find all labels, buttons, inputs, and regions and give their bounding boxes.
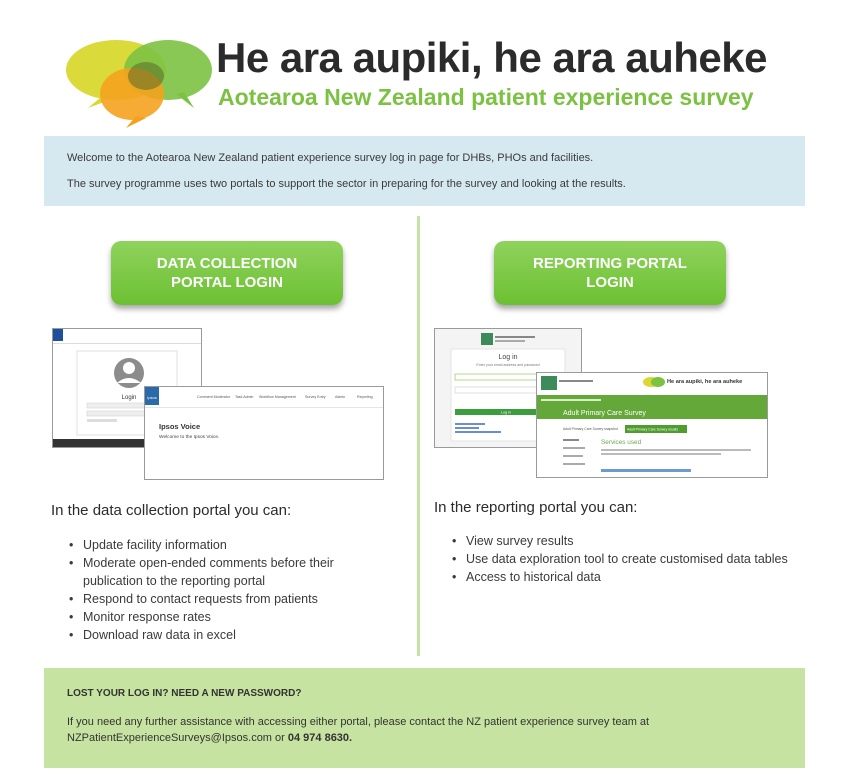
data-collection-dashboard-screenshot bbox=[144, 386, 384, 480]
button-label: REPORTING PORTAL bbox=[533, 255, 687, 272]
page-title: He ara aupiki, he ara auheke bbox=[216, 34, 767, 81]
menu-item: Admin bbox=[335, 395, 346, 399]
services-heading: Services used bbox=[601, 439, 642, 446]
intro-text: The survey programme uses two portals to support the sector in preparing for the survey and looking at the results. bbox=[67, 178, 626, 190]
list-item: • Monitor response rates bbox=[66, 608, 386, 626]
help-text bbox=[67, 714, 767, 746]
data-collection-login-button[interactable] bbox=[111, 241, 343, 305]
mini-logo-title: He ara aupiki, he ara auheke bbox=[667, 379, 743, 385]
survey-tab-active: Adult Primary Care Survey results bbox=[627, 427, 679, 432]
list-item: • Update facility information bbox=[66, 536, 386, 554]
ipsos-brand: Ipsos bbox=[147, 395, 157, 400]
button-label: LOGIN bbox=[586, 274, 634, 291]
intro-panel bbox=[44, 136, 805, 206]
help-body: If you need any further assistance with accessing either portal, please contact the NZ patient experience survey team at NZPatientExperienceSurveys@Ipsos.com or bbox=[67, 716, 650, 744]
reporting-login-title: Log in bbox=[498, 354, 518, 361]
reporting-portal-login-button[interactable] bbox=[494, 241, 726, 305]
reporting-login-button-label: Log in bbox=[501, 410, 511, 415]
menu-item: Task Admin bbox=[235, 395, 254, 399]
menu-item: Reporting bbox=[357, 395, 373, 399]
voice-title: Ipsos Voice bbox=[159, 422, 201, 431]
help-title: LOST YOUR LOG IN? NEED A NEW PASSWORD? bbox=[67, 688, 302, 699]
list-item: • Download raw data in excel bbox=[66, 626, 386, 644]
help-phone[interactable]: 04 974 8630. bbox=[287, 732, 353, 744]
voice-welcome: Welcome to the Ipsos Voice. bbox=[159, 435, 220, 440]
reporting-feature-list bbox=[449, 532, 789, 586]
column-divider bbox=[417, 216, 420, 656]
list-item: • Use data exploration tool to create customised data tables bbox=[449, 550, 789, 568]
login-label: Login bbox=[121, 395, 137, 401]
reporting-login-subtitle: Enter your email address and password bbox=[476, 363, 540, 367]
speech-bubbles-logo bbox=[66, 36, 226, 128]
menu-item: Workflow Management bbox=[259, 395, 296, 399]
list-item: • View survey results bbox=[449, 532, 789, 550]
button-label: DATA COLLECTION bbox=[156, 255, 298, 272]
menu-item: Comment Moderator bbox=[197, 395, 230, 399]
menu-item: Survey Entry bbox=[305, 395, 326, 399]
list-item: • Respond to contact requests from patients bbox=[66, 590, 386, 608]
survey-tab: Adult Primary Care Survey snapshot bbox=[563, 427, 618, 431]
data-collection-feature-list bbox=[66, 536, 386, 644]
data-collection-heading: In the data collection portal you can: bbox=[51, 502, 292, 519]
reporting-dashboard-screenshot bbox=[536, 372, 768, 478]
button-label: PORTAL LOGIN bbox=[171, 274, 283, 291]
reporting-heading: In the reporting portal you can: bbox=[434, 499, 638, 516]
list-item: • Moderate open-ended comments before their publication to the reporting portal bbox=[66, 554, 386, 590]
page-subtitle: Aotearoa New Zealand patient experience survey bbox=[218, 84, 754, 110]
list-item: • Access to historical data bbox=[449, 568, 789, 586]
survey-banner: Adult Primary Care Survey bbox=[563, 410, 646, 417]
help-panel bbox=[44, 668, 805, 768]
intro-text: Welcome to the Aotearoa New Zealand patient experience survey log in page for DHBs, PHOs and facilities. bbox=[67, 152, 594, 164]
